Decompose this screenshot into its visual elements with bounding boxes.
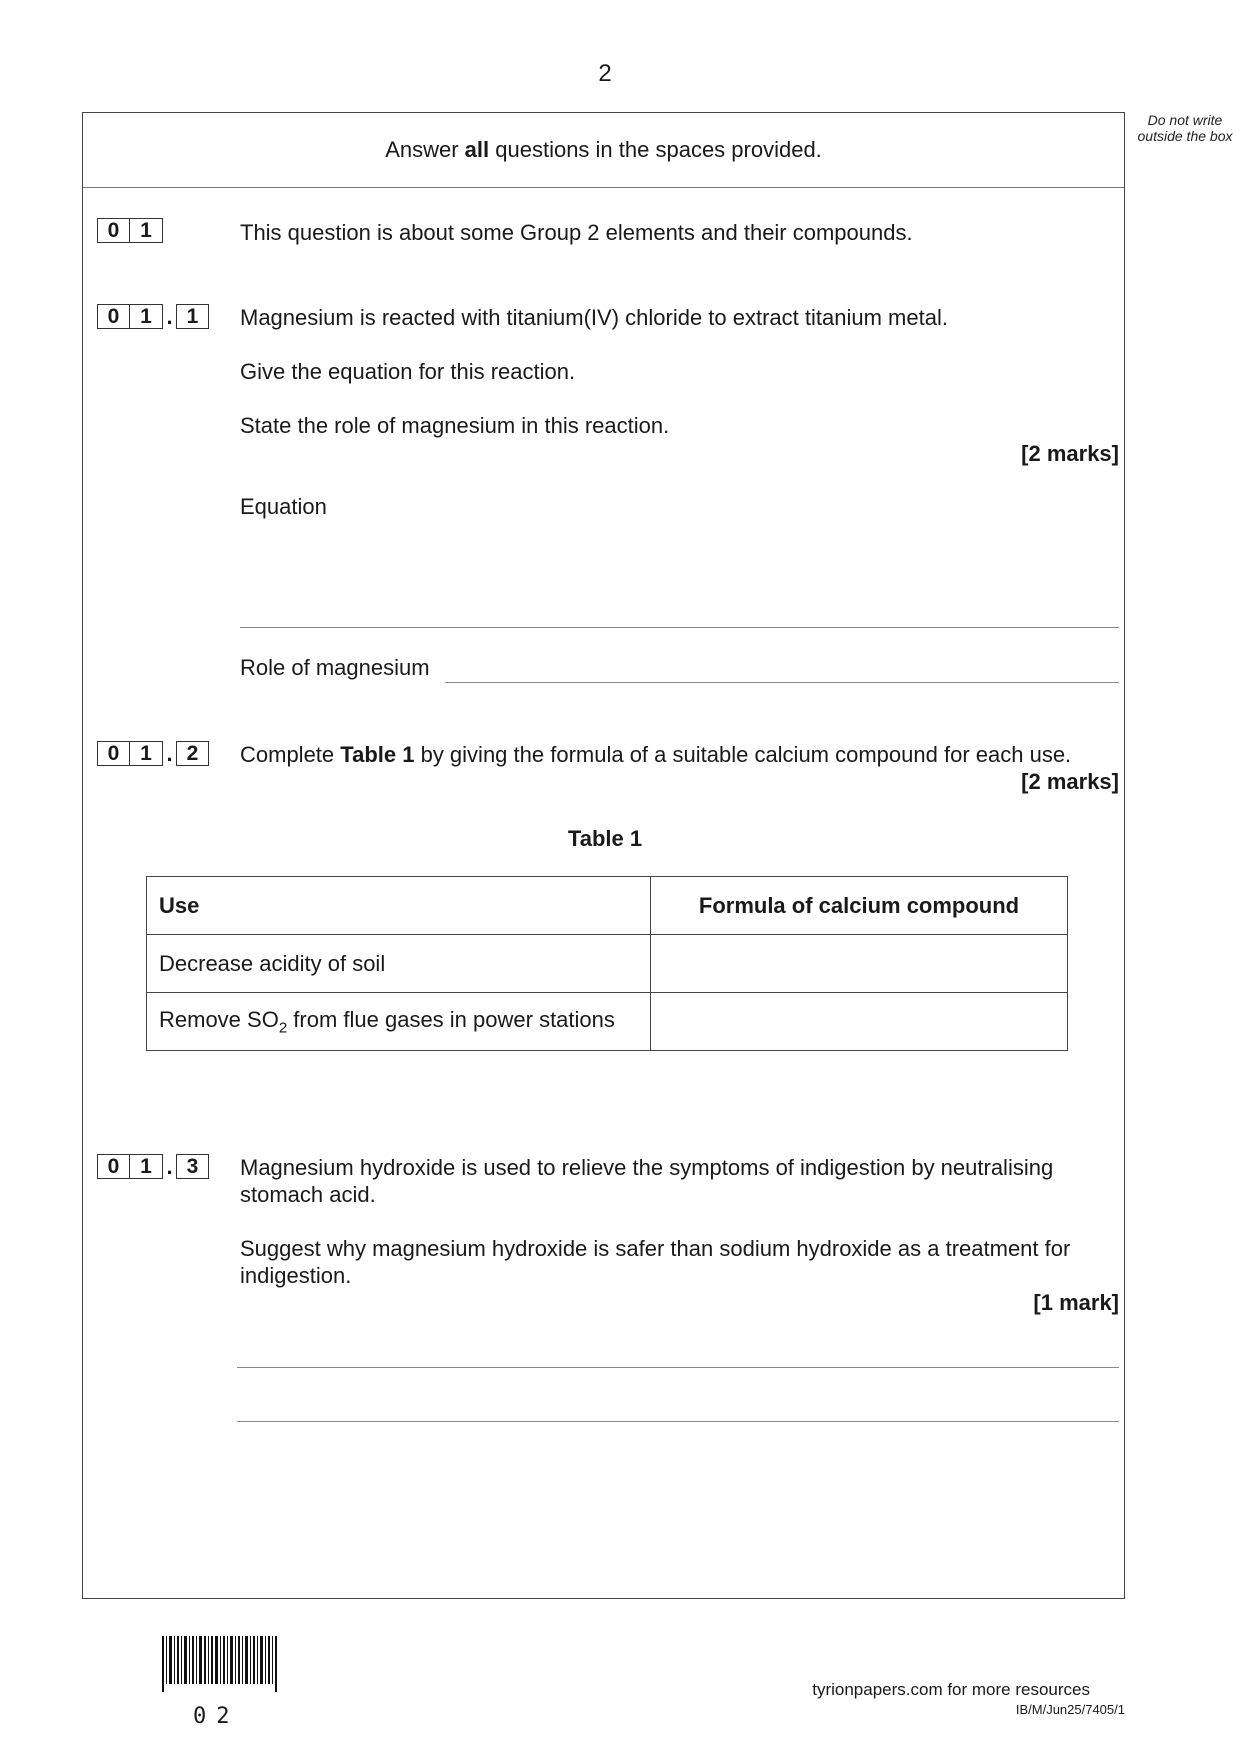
q012-text-after: by giving the formula of a suitable calcium compound for each use.	[414, 742, 1072, 767]
instruction-text-before: Answer	[385, 136, 465, 162]
q011-text-1: Magnesium is reacted with titanium(IV) chloride to extract titanium metal.	[240, 305, 948, 330]
question-number-01	[97, 218, 163, 243]
role-label: Role of magnesium	[240, 655, 430, 680]
qnum-digit: 3	[176, 1154, 209, 1179]
calcium-compound-table	[146, 876, 1068, 1051]
instruction-text-after: questions in the spaces provided.	[489, 136, 822, 162]
footer-code: IB/M/Jun25/7405/1	[1015, 1702, 1125, 1717]
qnum-digit: 1	[176, 304, 209, 329]
row2-use-after: from flue gases in power stations	[287, 1006, 615, 1032]
q01-stem: This question is about some Group 2 elements and their compounds.	[240, 220, 913, 245]
qnum-digit: 1	[130, 218, 163, 243]
table-cell-formula-answer[interactable]	[651, 935, 1068, 993]
q012-text	[240, 741, 1071, 769]
q013-line-4: indigestion.	[240, 1263, 352, 1288]
role-answer-line[interactable]	[445, 682, 1119, 683]
question-number-01-1	[97, 304, 209, 329]
equation-answer-line[interactable]	[240, 627, 1119, 628]
answer-box-frame	[82, 112, 1125, 1599]
qnum-digit: 2	[176, 741, 209, 766]
q013-line-3: Suggest why magnesium hydroxide is safer than sodium hydroxide as a treatment for	[240, 1236, 1071, 1261]
barcode-number: 02	[193, 1704, 240, 1729]
q013-marks: [1 mark]	[1033, 1290, 1119, 1315]
qnum-digit: 0	[97, 304, 130, 329]
instruction-bar	[83, 112, 1124, 188]
qnum-digit: 0	[97, 741, 130, 766]
table-row	[147, 935, 1068, 993]
q013-answer-line[interactable]	[237, 1421, 1119, 1422]
q012-marks: [2 marks]	[1021, 769, 1119, 794]
q012-text-before: Complete	[240, 742, 341, 767]
q012-text-bold: Table 1	[340, 742, 415, 767]
margin-note: Do not write outside the box	[1137, 112, 1233, 144]
table-title: Table 1	[567, 826, 643, 851]
page-number: 2	[598, 60, 612, 87]
qnum-digit: 0	[97, 1154, 130, 1179]
table-cell-use: Decrease acidity of soil	[147, 935, 651, 993]
q013-line-1: Magnesium hydroxide is used to relieve the symptoms of indigestion by neutralising	[240, 1155, 1054, 1180]
question-number-01-2	[97, 741, 209, 766]
qnum-dot: .	[166, 304, 173, 329]
row2-use-subscript: 2	[278, 1019, 288, 1037]
qnum-digit: 0	[97, 218, 130, 243]
table-header-row	[147, 877, 1068, 935]
table-header-formula: Formula of calcium compound	[651, 877, 1068, 935]
q013-line-2: stomach acid.	[240, 1182, 376, 1207]
question-number-01-3	[97, 1154, 209, 1179]
qnum-dot: .	[166, 741, 173, 766]
row2-use-before: Remove SO	[159, 1006, 279, 1032]
q011-text-2: Give the equation for this reaction.	[240, 359, 576, 384]
table-row	[147, 993, 1068, 1051]
table-header-use: Use	[147, 877, 651, 935]
footer-site[interactable]: tyrionpapers.com for more resources	[812, 1680, 1090, 1699]
equation-label: Equation	[240, 494, 327, 519]
q013-answer-line[interactable]	[237, 1367, 1119, 1368]
qnum-digit: 1	[130, 1154, 163, 1179]
q011-marks: [2 marks]	[1021, 441, 1119, 466]
qnum-digit: 1	[130, 741, 163, 766]
instruction-text-bold: all	[464, 136, 490, 162]
barcode-icon	[162, 1636, 277, 1692]
q011-text-3: State the role of magnesium in this reaction.	[240, 413, 670, 438]
qnum-dot: .	[166, 1154, 173, 1179]
table-cell-use	[147, 993, 651, 1051]
table-cell-formula-answer[interactable]	[651, 993, 1068, 1051]
qnum-digit: 1	[130, 304, 163, 329]
